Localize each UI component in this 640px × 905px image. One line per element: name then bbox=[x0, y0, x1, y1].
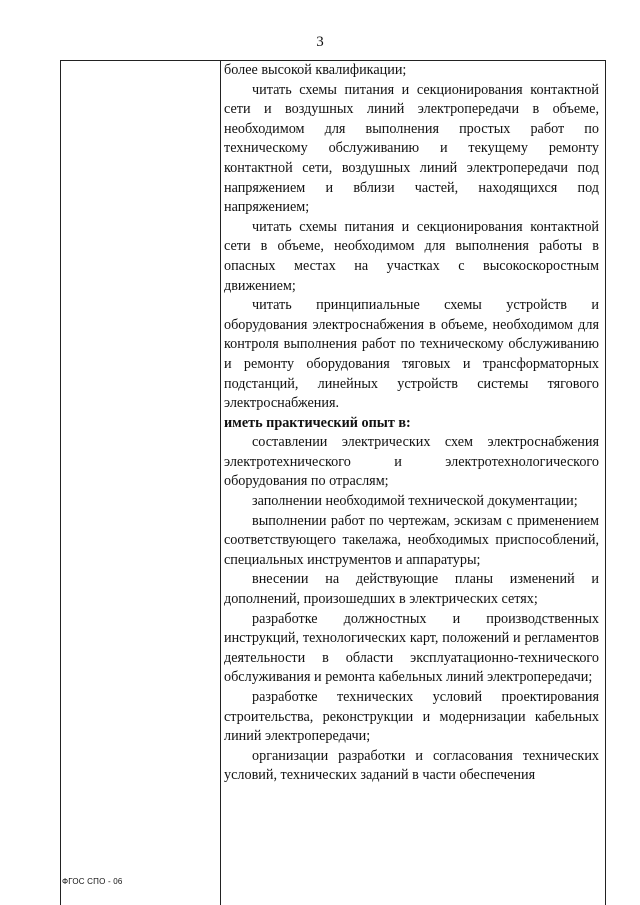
page-number: 3 bbox=[316, 34, 324, 50]
paragraph: разработке должностных и производственных инструкций, технологических карт, положений и регламентов деятельности в области эксплуатационно-технического обслуживания и ремонта кабельных линий электропередачи; bbox=[224, 610, 599, 686]
paragraph: читать схемы питания и секционирования контактной сети в объеме, необходимом для выполнения работы в опасных местах на участках с высокоскоростным движением; bbox=[224, 218, 599, 294]
paragraph: более высокой квалификации; bbox=[224, 62, 407, 78]
paragraph: заполнении необходимой технической документации; bbox=[252, 493, 578, 510]
paragraph: читать схемы питания и секционирования контактной сети и воздушных линий электропередачи в объеме, необходимом для выполнения простых работ по техническому обслуживанию и текущему ремонту контактной сети, воздушных линий электропередачи под напряжением и вблизи частей, находящихся под напряжением; bbox=[224, 81, 599, 216]
column-divider bbox=[220, 61, 221, 905]
paragraph: составлении электрических схем электроснабжения электротехнического и электротехнологического оборудования по отраслям; bbox=[224, 434, 599, 490]
content-table bbox=[60, 60, 606, 905]
footer-code: ФГОС СПО - 06 bbox=[62, 877, 123, 886]
paragraph: внесении на действующие планы изменений и дополнений, произошедших в электрических сетях; bbox=[224, 571, 599, 608]
table-right-cell bbox=[224, 61, 599, 786]
paragraph: читать принципиальные схемы устройств и оборудования электроснабжения в объеме, необходимом для контроля выполнения работ по техническому обслуживанию и ремонту оборудования тяговых и трансформаторных подстанций, линейных устройств системы тягового электроснабжения. bbox=[224, 297, 599, 412]
paragraph: выполнении работ по чертежам, эскизам с применением соответствующего такелажа, необходимых приспособлений, специальных инструментов и аппаратуры; bbox=[224, 512, 599, 568]
section-heading: иметь практический опыт в: bbox=[224, 414, 411, 431]
paragraph: организации разработки и согласования технических условий, технических заданий в части обеспечения bbox=[224, 747, 599, 784]
paragraph: разработке технических условий проектирования строительства, реконструкции и модернизации кабельных линий электропередачи; bbox=[224, 689, 599, 745]
